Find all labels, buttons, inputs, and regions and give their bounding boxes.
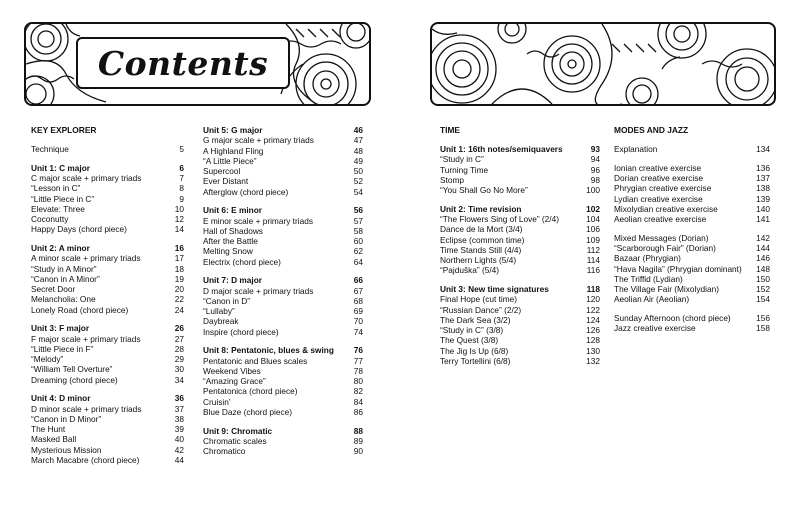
toc-entry[interactable]: D major scale + primary triads 67 <box>203 285 363 296</box>
toc-entry[interactable]: The Triffid (Lydian) 150 <box>614 273 770 284</box>
toc-entry[interactable]: Final Hope (cut time) 120 <box>440 294 600 305</box>
toc-entry[interactable]: “Study in C” (3/8) 126 <box>440 325 600 335</box>
toc-entry[interactable]: Chromatico 90 <box>203 446 363 456</box>
toc-entry[interactable]: A minor scale + primary triads 17 <box>31 253 184 264</box>
toc-entry[interactable]: “Melody” 29 <box>31 354 184 364</box>
toc-entry[interactable]: “Russian Dance” (2/2) 122 <box>440 304 600 315</box>
toc-entry[interactable]: “The Flowers Sing of Love” (2/4) 104 <box>440 214 600 224</box>
toc-entry[interactable]: Pentatonica (chord piece) 82 <box>203 386 363 397</box>
toc-entry[interactable]: “Scarborough Fair” (Dorian) 144 <box>614 243 770 253</box>
toc-entry[interactable]: The Dark Sea (3/2) 124 <box>440 314 600 325</box>
toc-entry[interactable]: Mixed Messages (Dorian) 142 <box>614 232 770 243</box>
section-heading: KEY EXPLORER <box>31 125 97 135</box>
toc-entry[interactable]: Coconutty 12 <box>31 214 184 224</box>
toc-entry[interactable]: Technique 5 <box>31 144 184 154</box>
right-decorative-banner <box>430 22 776 106</box>
toc-entry[interactable]: “You Shall Go No More” 100 <box>440 185 600 195</box>
toc-entry[interactable]: Blue Daze (chord piece) 86 <box>203 406 363 417</box>
toc-entry[interactable]: Afterglow (chord piece) 54 <box>203 186 363 197</box>
section-heading: TIME <box>440 125 461 135</box>
toc-entry[interactable]: Explanation 134 <box>614 144 770 154</box>
toc-entry[interactable]: After the Battle 60 <box>203 236 363 246</box>
toc-entry[interactable]: Daybreak 70 <box>203 316 363 327</box>
unit-heading[interactable]: Unit 1: 16th notes/semiquavers 93 <box>440 144 600 154</box>
toc-entry[interactable]: Bazaar (Phrygian) 146 <box>614 253 770 264</box>
toc-entry[interactable]: “Amazing Grace” 80 <box>203 376 363 386</box>
left-decorative-banner <box>24 22 371 106</box>
unit-heading[interactable]: Unit 5: G major 46 <box>203 125 363 135</box>
unit-heading[interactable]: Unit 3: New time signatures 118 <box>440 284 600 294</box>
toc-entry[interactable]: “William Tell Overture” 30 <box>31 364 184 375</box>
toc-entry[interactable]: Lonely Road (chord piece) 24 <box>31 304 184 315</box>
toc-entry[interactable]: “Hava Nagila” (Phrygian dominant) 148 <box>614 263 770 274</box>
toc-entry[interactable]: “Lesson in C” 8 <box>31 183 184 194</box>
toc-entry[interactable]: Cruisin’ 84 <box>203 396 363 407</box>
section-heading: MODES AND JAZZ <box>614 125 689 135</box>
toc-entry[interactable]: “Canon in D Minor” 38 <box>31 413 184 424</box>
toc-entry[interactable]: Mysterious Mission 42 <box>31 444 184 455</box>
toc-entry[interactable]: Eclipse (common time) 109 <box>440 234 600 245</box>
unit-heading[interactable]: Unit 9: Chromatic 88 <box>203 425 363 436</box>
toc-entry[interactable]: Chromatic scales 89 <box>203 435 363 446</box>
column-key-explorer-continued <box>203 125 363 456</box>
toc-entry[interactable]: Melting Snow 62 <box>203 246 363 257</box>
toc-entry[interactable]: Masked Ball 40 <box>31 434 184 445</box>
toc-entry[interactable]: “Little Piece in F” 28 <box>31 343 184 354</box>
toc-entry[interactable]: Electrix (chord piece) 64 <box>203 256 363 267</box>
toc-entry[interactable]: Dreaming (chord piece) 34 <box>31 374 184 385</box>
toc-entry[interactable]: The Quest (3/8) 128 <box>440 335 600 346</box>
toc-entry[interactable]: Supercool 50 <box>203 166 363 176</box>
toc-entry[interactable]: “Canon in D” 68 <box>203 295 363 306</box>
toc-entry[interactable]: Lydian creative exercise 139 <box>614 193 770 204</box>
page-title: Contents <box>97 43 269 83</box>
toc-entry[interactable]: Phrygian creative exercise 138 <box>614 183 770 194</box>
toc-entry[interactable]: “A Little Piece” 49 <box>203 155 363 166</box>
toc-entry[interactable]: Hall of Shadows 58 <box>203 225 363 236</box>
toc-entry[interactable]: Elevate: Three 10 <box>31 203 184 214</box>
toc-entry[interactable]: E minor scale + primary triads 57 <box>203 215 363 226</box>
toc-entry[interactable]: Dorian creative exercise 137 <box>614 173 770 183</box>
toc-entry[interactable]: March Macabre (chord piece) 44 <box>31 454 184 465</box>
toc-entry[interactable]: “Study in A Minor” 18 <box>31 263 184 274</box>
toc-entry[interactable]: Dance de la Mort (3/4) 106 <box>440 224 600 235</box>
unit-heading[interactable]: Unit 2: A minor 16 <box>31 243 184 253</box>
toc-entry[interactable]: The Village Fair (Mixolydian) 152 <box>614 284 770 294</box>
toc-entry[interactable]: Inspire (chord piece) 74 <box>203 326 363 337</box>
unit-heading[interactable]: Unit 3: F major 26 <box>31 323 184 334</box>
toc-entry[interactable]: A Highland Fling 48 <box>203 145 363 156</box>
toc-entry[interactable]: “Little Piece in C” 9 <box>31 193 184 204</box>
unit-heading[interactable]: Unit 1: C major 6 <box>31 162 184 173</box>
toc-entry[interactable]: Happy Days (chord piece) 14 <box>31 224 184 235</box>
toc-entry[interactable]: “Pajduška” (5/4) 116 <box>440 265 600 276</box>
toc-entry[interactable]: “Study in C” 94 <box>440 154 600 165</box>
toc-entry[interactable]: G major scale + primary triads 47 <box>203 135 363 146</box>
toc-entry[interactable]: Turning Time 96 <box>440 164 600 175</box>
toc-entry[interactable]: Jazz creative exercise 158 <box>614 323 770 334</box>
mandala-pattern <box>432 24 774 104</box>
toc-entry[interactable]: Secret Door 20 <box>31 284 184 294</box>
toc-entry[interactable]: Terry Tortellini (6/8) 132 <box>440 355 600 366</box>
toc-entry[interactable]: C major scale + primary triads 7 <box>31 173 184 183</box>
toc-entry[interactable]: Mixolydian creative exercise 140 <box>614 203 770 214</box>
toc-entry[interactable]: Sunday Afternoon (chord piece) 156 <box>614 313 770 323</box>
toc-entry[interactable]: Pentatonic and Blues scales 77 <box>203 355 363 366</box>
toc-entry[interactable]: Aeolian creative exercise 141 <box>614 214 770 224</box>
unit-heading[interactable]: Unit 6: E minor 56 <box>203 205 363 216</box>
toc-entry[interactable]: Stomp 98 <box>440 174 600 185</box>
toc-entry[interactable]: “Canon in A Minor” 19 <box>31 273 184 284</box>
unit-heading[interactable]: Unit 8: Pentatonic, blues & swing 76 <box>203 345 363 356</box>
toc-entry[interactable]: The Hunt 39 <box>31 424 184 434</box>
toc-entry[interactable]: Northern Lights (5/4) 114 <box>440 255 600 265</box>
column-time <box>440 125 600 366</box>
toc-entry[interactable]: Time Stands Still (4/4) 112 <box>440 244 600 255</box>
toc-entry[interactable]: F major scale + primary triads 27 <box>31 333 184 344</box>
title-box <box>76 37 290 89</box>
unit-heading[interactable]: Unit 4: D minor 36 <box>31 393 184 404</box>
unit-heading[interactable]: Unit 7: D major 66 <box>203 275 363 286</box>
toc-entry[interactable]: “Lullaby” 69 <box>203 306 363 316</box>
toc-entry[interactable]: Weekend Vibes 78 <box>203 365 363 376</box>
toc-entry[interactable]: Ever Distant 52 <box>203 176 363 187</box>
toc-entry[interactable]: Ionian creative exercise 136 <box>614 162 770 173</box>
toc-entry[interactable]: Melancholia: One 22 <box>31 294 184 305</box>
toc-entry[interactable]: Aeolian Air (Aeolian) 154 <box>614 294 770 305</box>
unit-heading[interactable]: Unit 2: Time revision 102 <box>440 203 600 214</box>
column-modes-and-jazz <box>614 125 770 334</box>
column-key-explorer <box>31 125 184 465</box>
toc-entry[interactable]: The Jig Is Up (6/8) 130 <box>440 345 600 356</box>
toc-entry[interactable]: D minor scale + primary triads 37 <box>31 403 184 414</box>
